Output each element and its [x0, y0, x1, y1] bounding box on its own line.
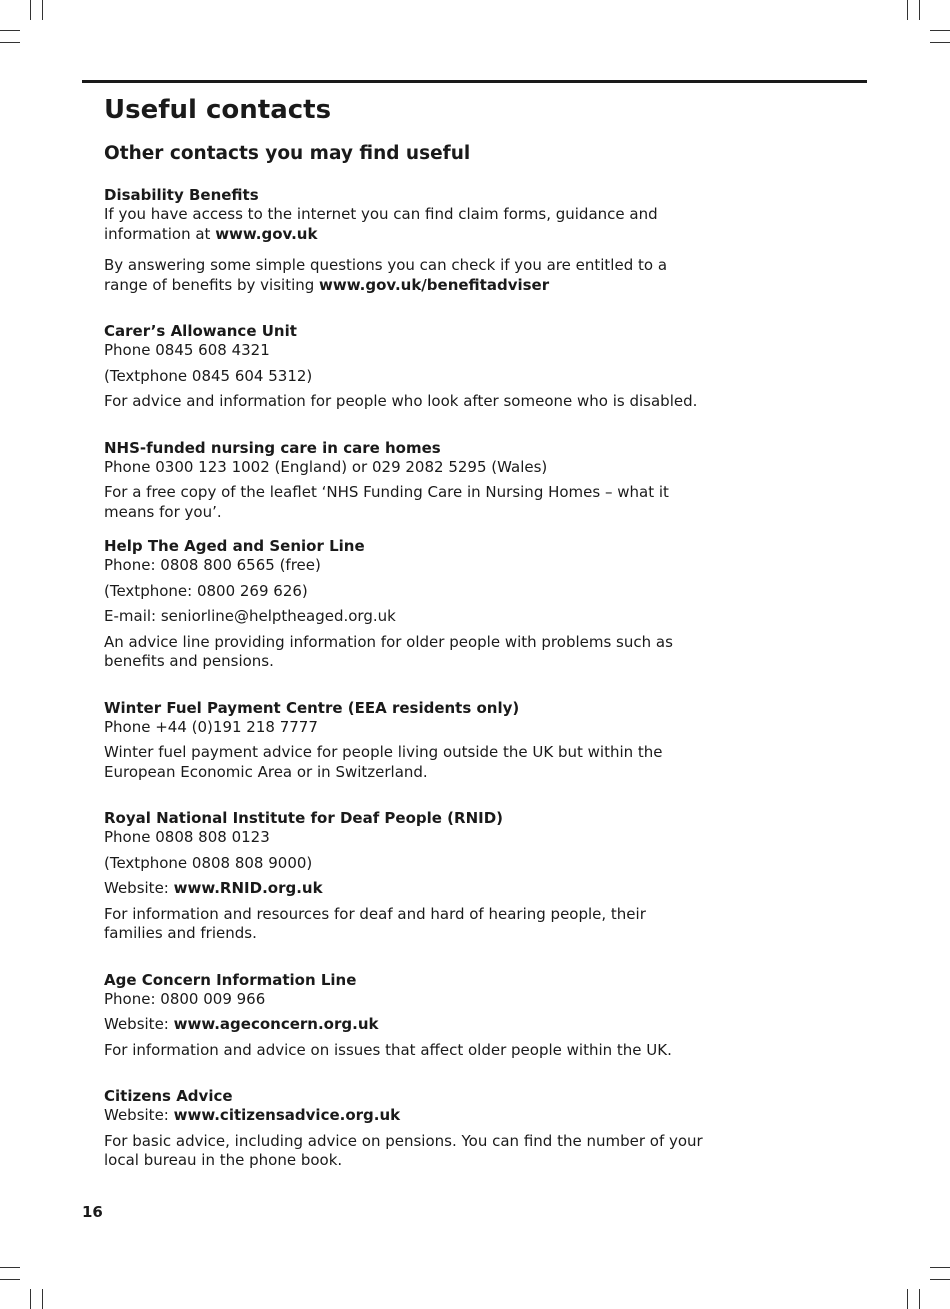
page-content: [104, 93, 704, 1171]
section-rnid: [104, 808, 704, 944]
description: For a free copy of the leaflet ‘NHS Funding Care in Nursing Homes – what it means for you’.: [104, 483, 669, 521]
crop-mark: [0, 1267, 20, 1268]
phone: Phone 0300 123 1002 (England) or 029 2082 5295 (Wales): [104, 457, 548, 476]
section-title: Citizens Advice: [104, 1087, 233, 1105]
link-gov-uk[interactable]: www.gov.uk: [215, 224, 318, 243]
crop-mark: [919, 1289, 920, 1309]
paragraph-text: If you have access to the internet you can find claim forms, guidance and information at: [104, 205, 658, 243]
section-nhs-nursing-care: [104, 438, 704, 523]
crop-mark: [930, 30, 950, 31]
section-carers-allowance: [104, 321, 704, 412]
crop-mark: [907, 0, 908, 20]
page-subtitle: Other contacts you may find useful: [104, 143, 471, 164]
textphone: (Textphone 0845 604 5312): [104, 366, 313, 385]
description: Winter fuel payment advice for people living outside the UK but within the European Economic Area or in Switzerland.: [104, 743, 663, 781]
website: [104, 1106, 704, 1126]
crop-mark: [0, 42, 20, 43]
page-title: Useful contacts: [104, 95, 332, 125]
crop-mark: [42, 0, 43, 20]
phone: Phone +44 (0)191 218 7777: [104, 717, 318, 736]
description: For information and resources for deaf and hard of hearing people, their families and friends.: [104, 904, 646, 942]
website: [104, 879, 704, 899]
description: For basic advice, including advice on pensions. You can find the number of your local bureau in the phone book.: [104, 1131, 703, 1169]
email: E-mail: seniorline@helptheaged.org.uk: [104, 607, 396, 625]
textphone: (Textphone 0808 808 9000): [104, 853, 313, 872]
link-citizens-advice[interactable]: www.citizensadvice.org.uk: [173, 1106, 401, 1124]
section-winter-fuel: [104, 698, 704, 783]
website-label: Website:: [104, 879, 174, 897]
crop-mark: [930, 42, 950, 43]
link-age-concern[interactable]: www.ageconcern.org.uk: [173, 1015, 379, 1033]
section-title: Disability Benefits: [104, 186, 259, 204]
website-label: Website:: [104, 1015, 174, 1033]
section-title: Carer’s Allowance Unit: [104, 322, 297, 340]
page-number: 16: [82, 1203, 103, 1221]
section-disability-benefits: [104, 185, 704, 295]
header-rule: [82, 80, 867, 83]
textphone: (Textphone: 0800 269 626): [104, 581, 308, 600]
section-title: NHS-funded nursing care in care homes: [104, 438, 441, 457]
phone: Phone 0808 808 0123: [104, 828, 270, 846]
section-title: Help The Aged and Senior Line: [104, 537, 365, 555]
paragraph-text: By answering some simple questions you can check if you are entitled to a range of benefits by visiting: [104, 256, 668, 294]
crop-mark: [930, 1279, 950, 1280]
section-age-concern: [104, 970, 704, 1061]
crop-mark: [42, 1289, 43, 1309]
description: An advice line providing information for older people with problems such as benefits and pensions.: [104, 632, 673, 670]
phone: Phone 0845 608 4321: [104, 341, 270, 359]
paragraph: [104, 256, 704, 295]
paragraph: [104, 205, 704, 244]
crop-mark: [930, 1267, 950, 1268]
section-help-the-aged: [104, 536, 704, 672]
link-rnid[interactable]: www.RNID.org.uk: [173, 879, 323, 897]
link-benefit-adviser[interactable]: www.gov.uk/benefitadviser: [319, 275, 550, 294]
crop-mark: [0, 30, 20, 31]
crop-mark: [907, 1289, 908, 1309]
section-title: Winter Fuel Payment Centre (EEA residents only): [104, 698, 520, 717]
website-label: Website:: [104, 1106, 174, 1124]
crop-mark: [30, 0, 31, 20]
section-title: Age Concern Information Line: [104, 970, 357, 989]
section-citizens-advice: [104, 1086, 704, 1171]
description: For information and advice on issues that affect older people within the UK.: [104, 1040, 672, 1059]
phone: Phone: 0800 009 966: [104, 989, 266, 1008]
crop-mark: [0, 1279, 20, 1280]
description: For advice and information for people who look after someone who is disabled.: [104, 392, 698, 410]
section-title: Royal National Institute for Deaf People (RNID): [104, 809, 504, 827]
website: [104, 1015, 704, 1035]
phone: Phone: 0808 800 6565 (free): [104, 556, 321, 574]
crop-mark: [919, 0, 920, 20]
crop-mark: [30, 1289, 31, 1309]
